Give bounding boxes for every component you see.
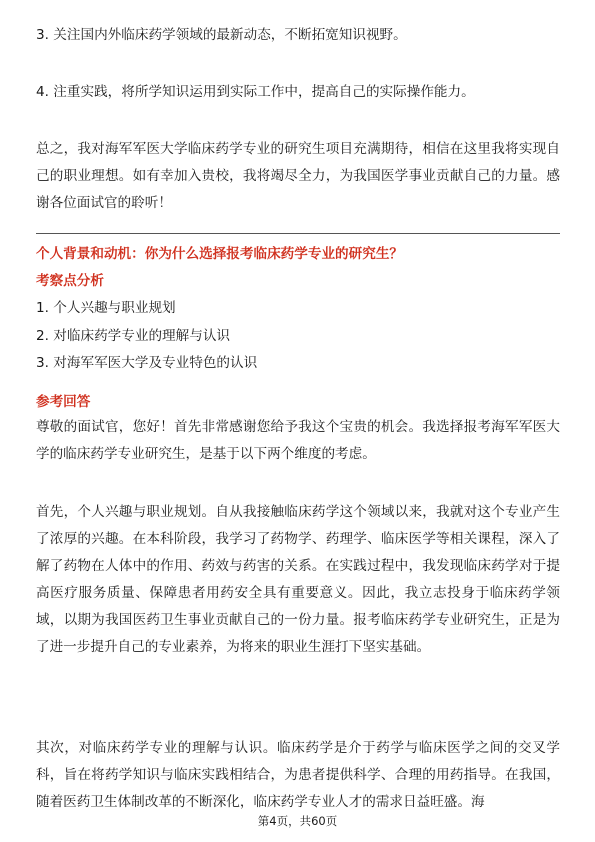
answer-paragraph: 尊敬的面试官，您好！首先非常感谢您给予我这个宝贵的机会。我选择报考海军军医大学的临床药学专业研究生，是基于以下两个维度的考虑。	[36, 419, 560, 462]
answer-heading: 参考回答	[36, 394, 91, 410]
analysis-item: 2. 对临床药学专业的理解与认识	[36, 327, 231, 344]
section-divider	[36, 233, 560, 234]
analysis-heading: 考察点分析	[36, 273, 104, 289]
answer-paragraph: 其次，对临床药学专业的理解与认识。临床药学是介于药学与临床医学之间的交叉学科，旨在将药学知识与临床实践相结合，为患者提供科学、合理的用药指导。在我国，随着医药卫生体制改革的不断深化，临床药学专业人才的需求日益旺盛。海	[36, 740, 560, 810]
continued-point-3: 3. 关注国内外临床药学领域的最新动态，不断拓宽知识视野。	[36, 27, 407, 43]
analysis-item: 1. 个人兴趣与职业规划	[36, 300, 176, 316]
analysis-item: 3. 对海军军医大学及专业特色的认识	[36, 355, 258, 371]
question-title: 个人背景和动机：你为什么选择报考临床药学专业的研究生？	[36, 246, 404, 262]
summary-paragraph: 总之，我对海军军医大学临床药学专业的研究生项目充满期待，相信在这里我将实现自己的职业理想。如有幸加入贵校，我将竭尽全力，为我国医学事业贡献自己的力量。感谢各位面试官的聆听！	[36, 141, 560, 211]
answer-paragraph: 首先，个人兴趣与职业规划。自从我接触临床药学这个领域以来，我就对这个专业产生了浓厚的兴趣。在本科阶段，我学习了药物学、药理学、临床医学等相关课程，深入了解了药物在人体中的作用、药效与药害的关系。在实践过程中，我发现临床药学对于提高医疗服务质量、保障患者用药安全具有重要意义。因此，我立志投身于临床药学领域，以期为我国医药卫生事业贡献自己的一份力量。报考临床药学专业研究生，正是为了进一步提升自己的专业素养，为将来的职业生涯打下坚实基础。	[36, 504, 560, 655]
continued-point-4: 4. 注重实践，将所学知识运用到实际工作中，提高自己的实际操作能力。	[36, 84, 475, 100]
analysis-list	[36, 295, 560, 378]
page-number: 第4页，共60页	[257, 814, 338, 828]
